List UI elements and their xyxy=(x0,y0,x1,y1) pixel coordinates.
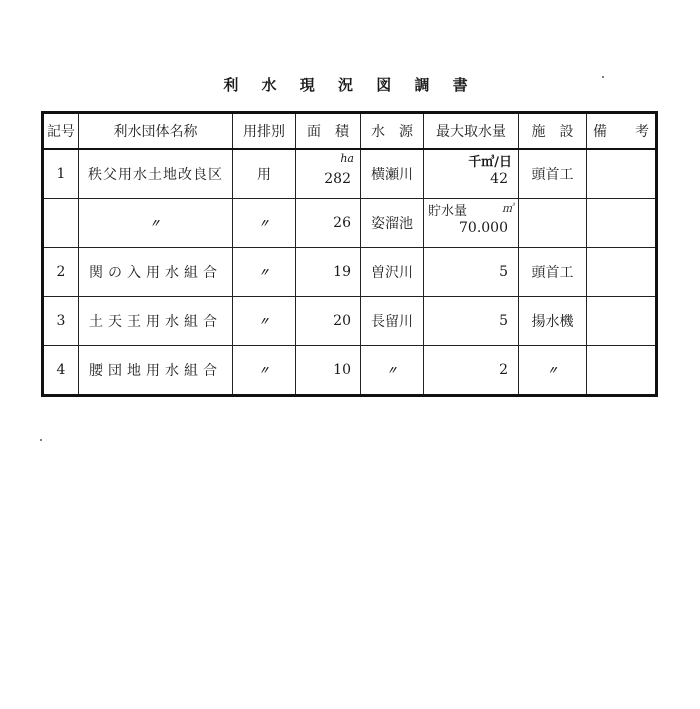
row-no: 4 xyxy=(43,346,79,396)
table-row xyxy=(43,297,657,346)
row-remarks xyxy=(587,346,657,396)
row-no: 3 xyxy=(43,297,79,346)
row-use xyxy=(233,199,296,248)
header-facility: 施 設 xyxy=(519,113,587,150)
header-use: 用排別 xyxy=(233,113,296,150)
ditto-mark: 〃 xyxy=(258,266,270,279)
row-max-intake: 5 xyxy=(424,248,519,297)
header-remarks: 備 考 xyxy=(587,113,657,150)
ditto-mark: 〃 xyxy=(258,217,270,230)
table-row xyxy=(43,346,657,396)
row-name: 秩父用水土地改良区 xyxy=(79,149,233,199)
row-name: 腰団地用水組合 xyxy=(79,346,233,396)
header-source: 水 源 xyxy=(361,113,424,150)
row-facility: 揚水機 xyxy=(519,297,587,346)
row-area: 20 xyxy=(296,297,361,346)
row-max-intake xyxy=(424,149,519,199)
row-area-value: 282 xyxy=(324,171,351,187)
ditto-mark: 〃 xyxy=(149,217,162,230)
row-no: 1 xyxy=(43,149,79,199)
row-name: 関の入用水組合 xyxy=(79,248,233,297)
row-area: 26 xyxy=(296,199,361,248)
row-source: 長留川 xyxy=(361,297,424,346)
table-row xyxy=(43,248,657,297)
ditto-mark: 〃 xyxy=(258,364,270,377)
row-use xyxy=(233,297,296,346)
row-area: 10 xyxy=(296,346,361,396)
document-title: 利 水 現 況 図 調 書 xyxy=(223,76,477,94)
row-remarks xyxy=(587,149,657,199)
row-source: 曽沢川 xyxy=(361,248,424,297)
row-no: 2 xyxy=(43,248,79,297)
scan-speck xyxy=(40,439,42,441)
table-row xyxy=(43,149,657,199)
row-area: 19 xyxy=(296,248,361,297)
intake-unit-label: 千㎥/日 xyxy=(468,155,512,170)
row-storage-value: 70.000 xyxy=(459,220,508,236)
header-name: 利水団体名称 xyxy=(79,113,233,150)
row-max-intake-value: 42 xyxy=(490,171,508,187)
storage-label: 貯水量 xyxy=(428,204,468,219)
row-facility xyxy=(519,346,587,396)
row-name: 土天王用水組合 xyxy=(79,297,233,346)
area-unit-label: ha xyxy=(340,152,354,165)
ditto-mark: 〃 xyxy=(258,315,270,328)
row-source: 姿溜池 xyxy=(361,199,424,248)
water-use-survey-table xyxy=(41,111,658,397)
storage-unit-label: ㎥ xyxy=(502,202,513,215)
row-use xyxy=(233,346,296,396)
row-facility xyxy=(519,199,587,248)
row-use: 用 xyxy=(233,149,296,199)
row-remarks xyxy=(587,248,657,297)
row-name xyxy=(79,199,233,248)
table-header-row xyxy=(43,113,657,150)
row-max-intake: 5 xyxy=(424,297,519,346)
header-no: 記号 xyxy=(43,113,79,150)
row-source xyxy=(361,346,424,396)
header-max-intake: 最大取水量 xyxy=(424,113,519,150)
header-area: 面 積 xyxy=(296,113,361,150)
row-no xyxy=(43,199,79,248)
row-remarks xyxy=(587,199,657,248)
ditto-mark: 〃 xyxy=(547,364,558,377)
row-source: 横瀬川 xyxy=(361,149,424,199)
row-max-intake xyxy=(424,199,519,248)
row-area xyxy=(296,149,361,199)
ditto-mark: 〃 xyxy=(386,364,398,377)
table-row xyxy=(43,199,657,248)
row-use xyxy=(233,248,296,297)
row-facility: 頭首工 xyxy=(519,149,587,199)
row-remarks xyxy=(587,297,657,346)
row-facility: 頭首工 xyxy=(519,248,587,297)
scan-speck xyxy=(602,76,604,78)
row-max-intake: 2 xyxy=(424,346,519,396)
